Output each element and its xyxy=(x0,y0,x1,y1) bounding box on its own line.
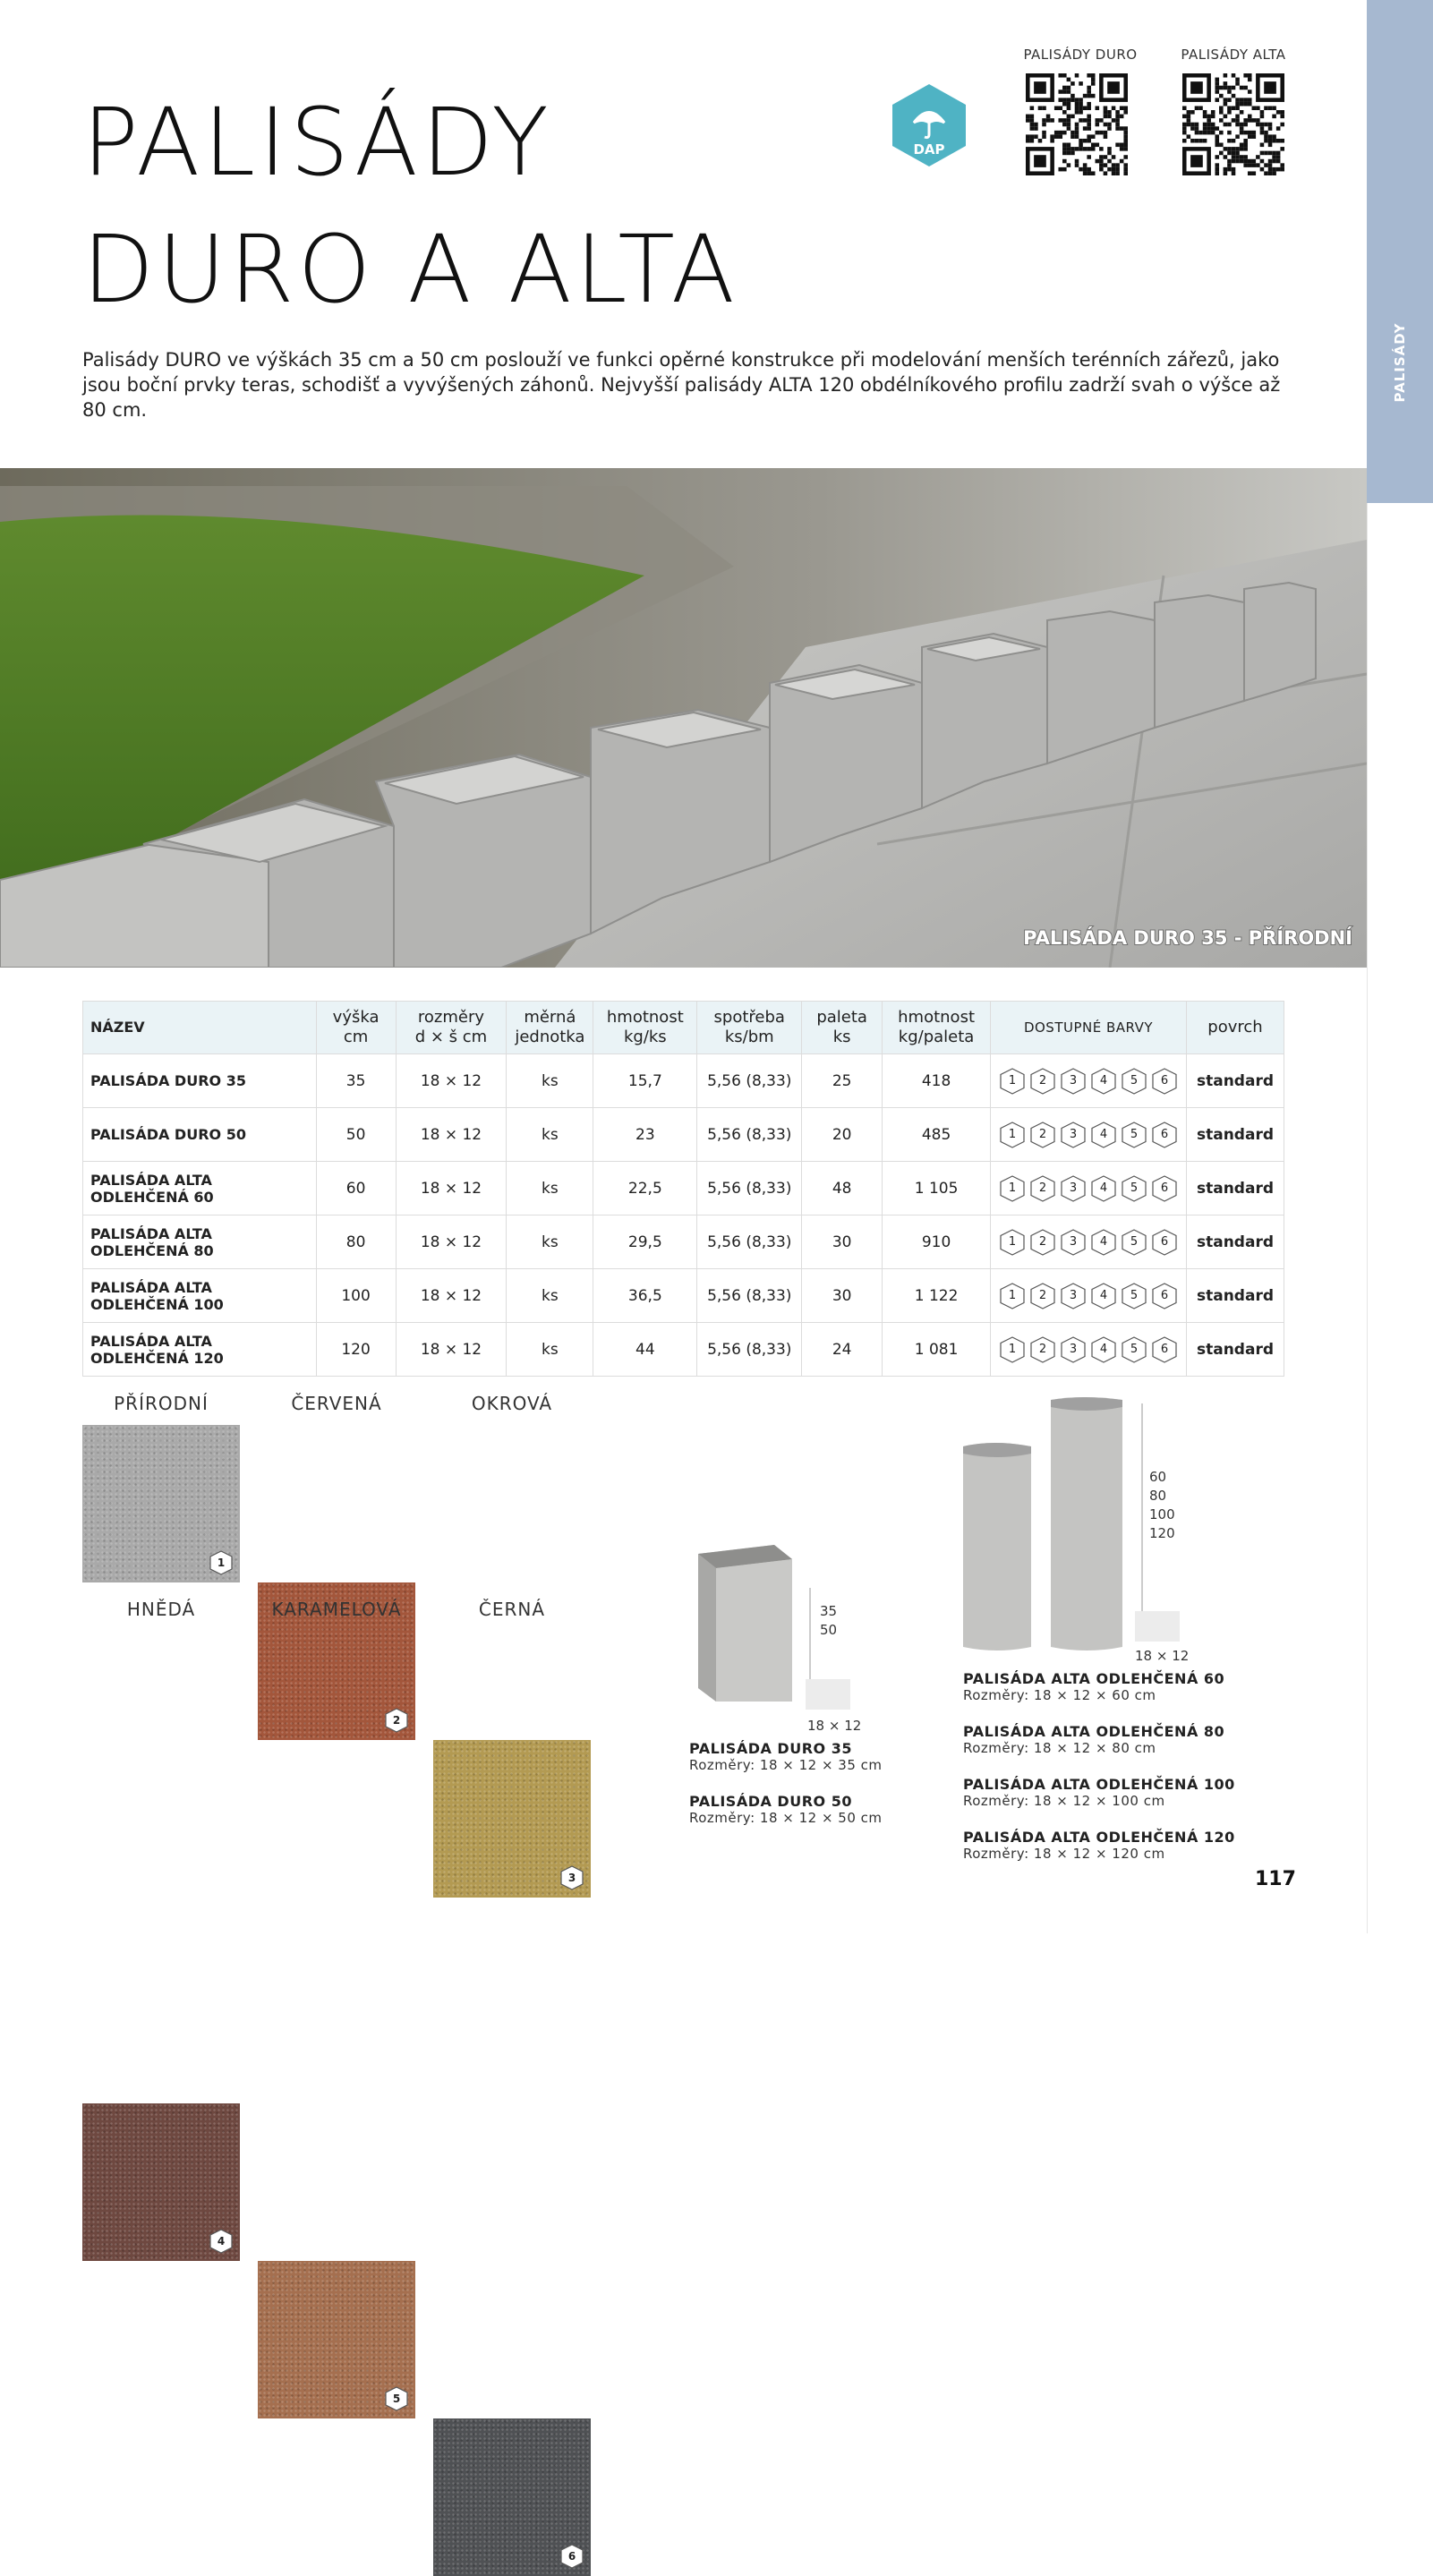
alta-illustration xyxy=(958,1396,1164,1655)
cell-name: PALISÁDA DURO 35 xyxy=(83,1054,317,1108)
product-dimensions: Rozměry: 18 × 12 × 80 cm xyxy=(963,1740,1156,1756)
product-item xyxy=(963,1776,1235,1809)
color-hex-icon: 6 xyxy=(1152,1229,1177,1256)
height-label: 60 xyxy=(1149,1469,1167,1485)
duro-section-shape xyxy=(806,1679,850,1710)
product-name: PALISÁDA ALTA ODLEHČENÁ 80 xyxy=(963,1723,1225,1740)
color-hex-icon: 2 xyxy=(1030,1336,1055,1363)
color-hex-icon: 4 xyxy=(1091,1068,1116,1095)
color-hex-icon: 4 xyxy=(1091,1229,1116,1256)
page-title xyxy=(82,79,738,333)
product-name: PALISÁDA ALTA ODLEHČENÁ 120 xyxy=(963,1829,1235,1846)
color-swatch xyxy=(433,1740,591,1898)
color-hex-icon: 6 xyxy=(1152,1336,1177,1363)
product-name: PALISÁDA DURO 50 xyxy=(689,1793,852,1810)
color-hex-icon: 1 xyxy=(1000,1229,1025,1256)
side-divider xyxy=(1367,503,1433,1933)
cell-jednotka: ks xyxy=(507,1269,593,1323)
cell-rozmery: 18 × 12 xyxy=(396,1054,507,1108)
photo-caption: PALISÁDA DURO 35 - PŘÍRODNÍ xyxy=(1023,927,1352,949)
swatch-label: ČERVENÁ xyxy=(291,1393,382,1414)
cell-paleta: 30 xyxy=(802,1215,883,1269)
header-rozmery: rozměry d × š cm xyxy=(396,1002,507,1054)
cell-barvy xyxy=(991,1108,1187,1162)
header-barvy: DOSTUPNÉ BARVY xyxy=(991,1002,1187,1054)
spec-table xyxy=(82,1001,1284,1377)
cell-barvy xyxy=(991,1054,1187,1108)
color-hex-icon: 1 xyxy=(1000,1175,1025,1202)
color-hex-icon: 1 xyxy=(1000,1068,1025,1095)
dap-badge xyxy=(891,82,968,168)
cell-paleta: 48 xyxy=(802,1162,883,1215)
cell-povrch: standard xyxy=(1186,1323,1284,1377)
cell-hmotnost-paleta: 485 xyxy=(883,1108,991,1162)
product-name: PALISÁDA DURO 35 xyxy=(689,1740,852,1757)
cell-jednotka: ks xyxy=(507,1108,593,1162)
product-item xyxy=(963,1723,1235,1756)
color-hex-icon: 4 xyxy=(1091,1175,1116,1202)
qr-label-duro: PALISÁDY DURO xyxy=(1023,47,1138,63)
swatch-number-icon: 2 xyxy=(385,1708,408,1733)
cell-hmotnost-paleta: 1 081 xyxy=(883,1323,991,1377)
cell-jednotka: ks xyxy=(507,1162,593,1215)
title-line-2: DURO A ALTA xyxy=(82,215,738,324)
color-hex-icon: 3 xyxy=(1061,1175,1086,1202)
color-hex-icon: 5 xyxy=(1122,1336,1147,1363)
product-name: PALISÁDA ALTA ODLEHČENÁ 60 xyxy=(963,1670,1225,1687)
alta-section-label: 18 × 12 xyxy=(1135,1648,1190,1664)
header-paleta: paleta ks xyxy=(802,1002,883,1054)
product-item xyxy=(963,1829,1235,1862)
cell-barvy xyxy=(991,1215,1187,1269)
dap-badge-text: DAP xyxy=(913,141,945,158)
cell-spotreba: 5,56 (8,33) xyxy=(697,1054,802,1108)
table-header-row xyxy=(83,1002,1284,1054)
color-hex-icon: 6 xyxy=(1152,1122,1177,1148)
color-hex-icon: 1 xyxy=(1000,1336,1025,1363)
swatch-number-icon: 4 xyxy=(209,2229,233,2254)
table-row xyxy=(83,1108,1284,1162)
cell-spotreba: 5,56 (8,33) xyxy=(697,1108,802,1162)
color-hex-icon: 3 xyxy=(1061,1336,1086,1363)
cell-spotreba: 5,56 (8,33) xyxy=(697,1162,802,1215)
cell-name: PALISÁDA DURO 50 xyxy=(83,1108,317,1162)
swatch-number-icon: 1 xyxy=(209,1550,233,1575)
cell-hmotnost: 36,5 xyxy=(593,1269,697,1323)
header-hmotnost: hmotnost kg/ks xyxy=(593,1002,697,1054)
cell-povrch: standard xyxy=(1186,1054,1284,1108)
intro-text: Palisády DURO ve výškách 35 cm a 50 cm poslouží ve funkci opěrné konstrukce při modelování menších terénních zářezů, jako jsou boční prvky teras, schodišť a vyvýšených záhonů. Nejvyšší palisády ALTA 120 obdélníkového profilu zadrží svah o výšce až 80 cm. xyxy=(82,349,1281,421)
color-swatch xyxy=(82,1425,240,1582)
color-hex-icon: 2 xyxy=(1030,1175,1055,1202)
cell-povrch: standard xyxy=(1186,1162,1284,1215)
cell-name: PALISÁDA ALTA ODLEHČENÁ 100 xyxy=(83,1269,317,1323)
section-tab-label: PALISÁDY xyxy=(1392,322,1408,403)
color-hex-icon: 4 xyxy=(1091,1283,1116,1309)
height-label: 100 xyxy=(1149,1506,1175,1523)
cell-paleta: 20 xyxy=(802,1108,883,1162)
swatch-label: OKROVÁ xyxy=(471,1393,553,1414)
cell-rozmery: 18 × 12 xyxy=(396,1162,507,1215)
color-swatch xyxy=(258,2261,415,2418)
cell-vyska: 100 xyxy=(316,1269,396,1323)
cell-hmotnost: 15,7 xyxy=(593,1054,697,1108)
cell-jednotka: ks xyxy=(507,1323,593,1377)
swatch-number-icon: 6 xyxy=(560,2544,584,2569)
color-hex-icon: 4 xyxy=(1091,1122,1116,1148)
color-hex-icon: 3 xyxy=(1061,1283,1086,1309)
height-label: 120 xyxy=(1149,1525,1175,1541)
table-row xyxy=(83,1162,1284,1215)
product-dimensions: Rozměry: 18 × 12 × 35 cm xyxy=(689,1757,883,1773)
cell-paleta: 25 xyxy=(802,1054,883,1108)
color-hex-icon: 6 xyxy=(1152,1283,1177,1309)
cell-spotreba: 5,56 (8,33) xyxy=(697,1323,802,1377)
color-hex-icon: 5 xyxy=(1122,1283,1147,1309)
color-hex-icon: 1 xyxy=(1000,1122,1025,1148)
color-hex-icon: 2 xyxy=(1030,1068,1055,1095)
swatch-label: KARAMELOVÁ xyxy=(271,1599,402,1620)
cell-jednotka: ks xyxy=(507,1054,593,1108)
hero-photo xyxy=(0,468,1367,968)
page-number: 117 xyxy=(1255,1868,1296,1890)
qr-code-icon[interactable] xyxy=(1182,73,1284,175)
cell-barvy xyxy=(991,1323,1187,1377)
height-label: 80 xyxy=(1149,1488,1167,1504)
alta-items xyxy=(963,1670,1235,1881)
product-item xyxy=(963,1670,1235,1703)
cell-spotreba: 5,56 (8,33) xyxy=(697,1269,802,1323)
product-name: PALISÁDA ALTA ODLEHČENÁ 100 xyxy=(963,1776,1235,1793)
table-row xyxy=(83,1269,1284,1323)
alta-heights xyxy=(1149,1468,1175,1543)
cell-hmotnost-paleta: 1 122 xyxy=(883,1269,991,1323)
duro-heights: 35 50 xyxy=(820,1603,838,1638)
cell-barvy xyxy=(991,1269,1187,1323)
header-povrch: povrch xyxy=(1186,1002,1284,1054)
cell-rozmery: 18 × 12 xyxy=(396,1215,507,1269)
cell-povrch: standard xyxy=(1186,1215,1284,1269)
product-item xyxy=(689,1793,883,1826)
product-dimensions: Rozměry: 18 × 12 × 120 cm xyxy=(963,1846,1165,1862)
cell-hmotnost: 23 xyxy=(593,1108,697,1162)
cell-paleta: 30 xyxy=(802,1269,883,1323)
duro-section-label: 18 × 12 xyxy=(807,1718,862,1734)
cell-paleta: 24 xyxy=(802,1323,883,1377)
cell-name: PALISÁDA ALTA ODLEHČENÁ 120 xyxy=(83,1323,317,1377)
alta-section-shape xyxy=(1135,1611,1180,1642)
cell-vyska: 50 xyxy=(316,1108,396,1162)
color-hex-icon: 3 xyxy=(1061,1122,1086,1148)
product-dimensions: Rozměry: 18 × 12 × 50 cm xyxy=(689,1810,883,1826)
product-item xyxy=(689,1740,883,1773)
product-dimensions: Rozměry: 18 × 12 × 60 cm xyxy=(963,1687,1156,1703)
color-hex-icon: 5 xyxy=(1122,1068,1147,1095)
cell-povrch: standard xyxy=(1186,1269,1284,1323)
swatch-label: PŘÍRODNÍ xyxy=(114,1393,209,1414)
table-row xyxy=(83,1054,1284,1108)
color-hex-icon: 2 xyxy=(1030,1229,1055,1256)
swatch-number-icon: 5 xyxy=(385,2386,408,2411)
header-vyska: výška cm xyxy=(316,1002,396,1054)
cell-povrch: standard xyxy=(1186,1108,1284,1162)
cell-hmotnost-paleta: 910 xyxy=(883,1215,991,1269)
color-hex-icon: 2 xyxy=(1030,1283,1055,1309)
cell-barvy xyxy=(991,1162,1187,1215)
qr-label-alta: PALISÁDY ALTA xyxy=(1181,47,1286,63)
color-hex-icon: 5 xyxy=(1122,1229,1147,1256)
cell-hmotnost: 29,5 xyxy=(593,1215,697,1269)
color-hex-icon: 6 xyxy=(1152,1175,1177,1202)
color-hex-icon: 5 xyxy=(1122,1122,1147,1148)
cell-hmotnost-paleta: 1 105 xyxy=(883,1162,991,1215)
cell-rozmery: 18 × 12 xyxy=(396,1108,507,1162)
section-tab xyxy=(1367,0,1433,503)
cell-rozmery: 18 × 12 xyxy=(396,1269,507,1323)
cell-vyska: 35 xyxy=(316,1054,396,1108)
cell-hmotnost: 22,5 xyxy=(593,1162,697,1215)
color-hex-icon: 6 xyxy=(1152,1068,1177,1095)
swatch-label: ČERNÁ xyxy=(478,1599,546,1620)
color-swatch xyxy=(433,2418,591,2576)
title-line-1: PALISÁDY xyxy=(82,88,552,197)
color-hex-icon: 1 xyxy=(1000,1283,1025,1309)
cell-jednotka: ks xyxy=(507,1215,593,1269)
duro-items xyxy=(689,1740,883,1846)
header-spotreba: spotřeba ks/bm xyxy=(697,1002,802,1054)
color-swatch xyxy=(82,2103,240,2261)
header-hmotnost-paleta: hmotnost kg/paleta xyxy=(883,1002,991,1054)
cell-hmotnost: 44 xyxy=(593,1323,697,1377)
qr-code-icon[interactable] xyxy=(1026,73,1128,175)
product-dimensions: Rozměry: 18 × 12 × 100 cm xyxy=(963,1793,1165,1809)
cell-rozmery: 18 × 12 xyxy=(396,1323,507,1377)
cell-spotreba: 5,56 (8,33) xyxy=(697,1215,802,1269)
cell-name: PALISÁDA ALTA ODLEHČENÁ 80 xyxy=(83,1215,317,1269)
cell-vyska: 60 xyxy=(316,1162,396,1215)
color-hex-icon: 2 xyxy=(1030,1122,1055,1148)
table-row xyxy=(83,1323,1284,1377)
color-hex-icon: 3 xyxy=(1061,1229,1086,1256)
swatch-number-icon: 3 xyxy=(560,1865,584,1890)
cell-vyska: 80 xyxy=(316,1215,396,1269)
cell-hmotnost-paleta: 418 xyxy=(883,1054,991,1108)
cell-vyska: 120 xyxy=(316,1323,396,1377)
header-name: NÁZEV xyxy=(83,1002,317,1054)
cell-name: PALISÁDA ALTA ODLEHČENÁ 60 xyxy=(83,1162,317,1215)
color-hex-icon: 3 xyxy=(1061,1068,1086,1095)
color-hex-icon: 4 xyxy=(1091,1336,1116,1363)
color-hex-icon: 5 xyxy=(1122,1175,1147,1202)
table-row xyxy=(83,1215,1284,1269)
header-jednotka: měrná jednotka xyxy=(507,1002,593,1054)
swatch-label: HNĚDÁ xyxy=(126,1599,196,1620)
